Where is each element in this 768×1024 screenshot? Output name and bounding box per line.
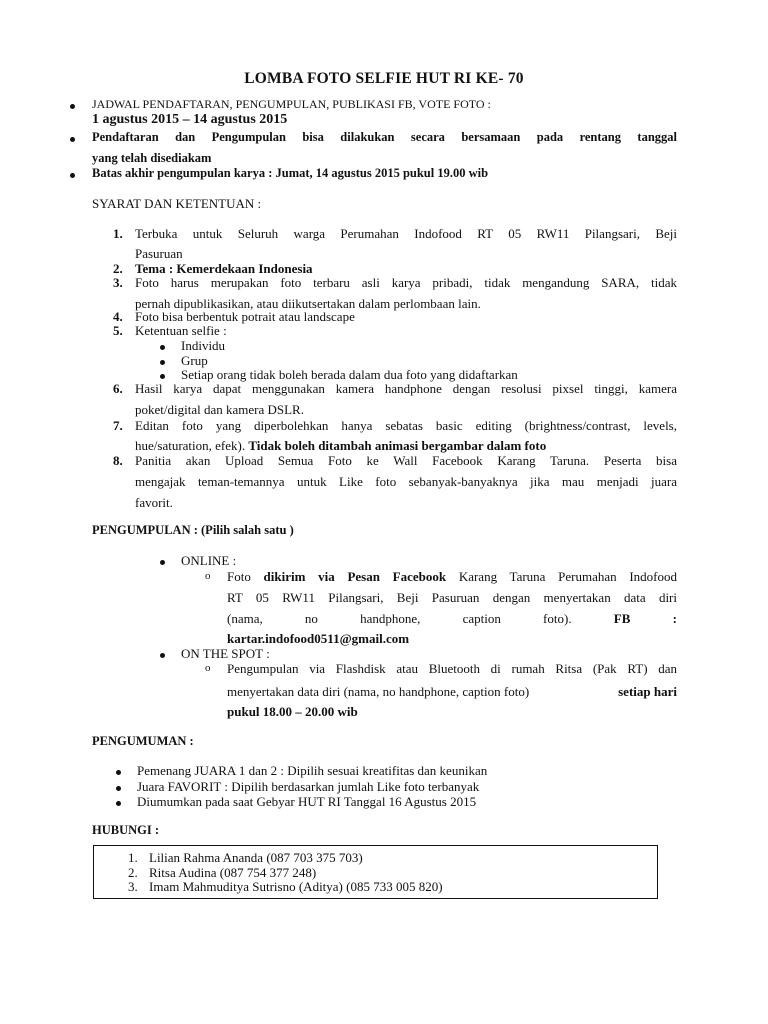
pengumuman-item-1: Pemenang JUARA 1 dan 2 : Dipilih sesuai kreatifitas dan keunikan — [137, 763, 488, 778]
syarat-item-1-line-1: Terbuka untuk Seluruh warga Perumahan Indofood RT 05 RW11 Pilangsari, Beji — [135, 226, 677, 241]
online-line-3 — [227, 611, 677, 627]
syarat-item-5: Ketentuan selfie : — [135, 323, 227, 338]
list-number: 1. — [113, 226, 123, 241]
syarat-item-8-line-2: mengajak teman-temannya untuk Like foto sebanyak-banyaknya jika mau menjadi juara — [135, 474, 677, 489]
on-the-spot-label: ON THE SPOT : — [181, 646, 270, 661]
facebook-email: kartar.indofood0511@gmail.com — [227, 631, 410, 646]
contact-item: Ritsa Audina (087 754 377 248) — [149, 865, 317, 880]
spot-line-2-bold: setiap hari — [618, 684, 677, 699]
spot-line-1: Pengumpulan via Flashdisk atau Bluetooth di rumah Ritsa (Pak RT) dan — [227, 661, 677, 676]
online-word: foto). — [543, 611, 572, 626]
online-word: handphone, — [360, 611, 421, 626]
bullet-dot — [70, 104, 75, 109]
bullet-dot — [160, 560, 165, 565]
pendaftaran-line-2: yang telah disediakam — [92, 151, 212, 165]
list-number: 3. — [113, 275, 123, 290]
syarat-item-6-line-2: poket/digital dan kamera DSLR. — [135, 402, 304, 417]
syarat-item-8-line-1: Panitia akan Upload Semua Foto ke Wall Facebook Karang Taruna. Peserta bisa — [135, 453, 677, 468]
spot-line-3: pukul 18.00 – 20.00 wib — [227, 704, 358, 719]
online-word: FB — [613, 611, 631, 626]
jadwal-dates: 1 agustus 2015 – 14 agustus 2015 — [92, 112, 288, 127]
list-number: 2. — [113, 261, 123, 276]
syarat-item-7-line-2 — [135, 438, 546, 454]
selfie-option-individu: Individu — [181, 338, 226, 353]
syarat-item-8-line-3: favorit. — [135, 495, 173, 510]
contact-number: 2. — [128, 865, 138, 880]
selfie-option-rule: Setiap orang tidak boleh berada dalam dua foto yang didaftarkan — [181, 367, 518, 382]
circle-bullet: o — [205, 662, 211, 674]
syarat-item-3-line-1: Foto harus merupakan foto terbaru asli karya pribadi, tidak mengandung SARA, tidak — [135, 275, 677, 290]
list-number: 4. — [113, 309, 123, 324]
online-label: ONLINE : — [181, 553, 237, 568]
hubungi-heading: HUBUNGI : — [92, 823, 160, 837]
syarat-item-2: Tema : Kemerdekaan Indonesia — [135, 261, 313, 276]
bullet-dot — [160, 374, 165, 379]
list-number: 6. — [113, 381, 123, 396]
bullet-dot — [160, 653, 165, 658]
spot-line-2 — [227, 684, 677, 700]
online-pre: Foto — [227, 569, 251, 584]
online-post: Karang Taruna Perumahan Indofood — [458, 569, 677, 584]
jadwal-label: JADWAL PENDAFTARAN, PENGUMPULAN, PUBLIKASI FB, VOTE FOTO : — [92, 97, 491, 111]
pengumuman-heading: PENGUMUMAN : — [92, 734, 194, 748]
online-word: no — [304, 611, 318, 626]
syarat-item-6-line-1: Hasil karya dapat menggunakan kamera handphone dengan resolusi pixsel tinggi, kamera — [135, 381, 677, 396]
pendaftaran-line-1: Pendaftaran dan Pengumpulan bisa dilakukan secara bersamaan pada rentang tanggal — [92, 130, 677, 144]
online-word: : — [672, 611, 677, 626]
pengumpulan-heading: PENGUMPULAN : (Pilih salah satu ) — [92, 523, 294, 537]
circle-bullet: o — [205, 570, 211, 582]
list-number: 5. — [113, 323, 123, 338]
syarat-item-3-line-2: pernah dipublikasikan, atau diikutsertakan dalam perlombaan lain. — [135, 296, 481, 311]
contact-number: 1. — [128, 850, 138, 865]
syarat-item-1-line-2: Pasuruan — [135, 246, 183, 261]
pengumuman-item-3: Diumumkan pada saat Gebyar HUT RI Tanggal 16 Agustus 2015 — [137, 794, 477, 809]
syarat-item-4: Foto bisa berbentuk potrait atau landscape — [135, 309, 355, 324]
syarat-item-7-line-1: Editan foto yang diperbolehkan hanya sebatas basic editing (brightness/contrast, levels, — [135, 418, 677, 433]
bullet-dot — [116, 786, 121, 791]
syarat-item-7-bold: Tidak boleh ditambah animasi bergambar dalam foto — [248, 438, 547, 453]
bullet-dot — [116, 801, 121, 806]
contact-number: 3. — [128, 879, 138, 894]
bullet-dot — [70, 137, 75, 142]
online-line-2: RT 05 RW11 Pilangsari, Beji Pasuruan dengan menyertakan data diri — [227, 590, 677, 605]
online-line-1 — [227, 569, 677, 585]
list-number: 7. — [113, 418, 123, 433]
contact-item: Imam Mahmuditya Sutrisno (Aditya) (085 733 005 820) — [149, 879, 443, 894]
document-title: LOMBA FOTO SELFIE HUT RI KE- 70 — [244, 70, 524, 87]
online-word: (nama, — [227, 611, 263, 626]
pengumuman-item-2: Juara FAVORIT : Dipilih berdasarkan jumlah Like foto terbanyak — [137, 779, 480, 794]
online-bold: dikirim via Pesan Facebook — [263, 569, 447, 584]
syarat-item-7-normal: hue/saturation, efek). — [135, 438, 246, 453]
bullet-dot — [160, 360, 165, 365]
contact-item: Lilian Rahma Ananda (087 703 375 703) — [149, 850, 363, 865]
spot-line-2-normal: menyertakan data diri (nama, no handphone, caption foto) — [227, 684, 530, 699]
bullet-dot — [70, 173, 75, 178]
syarat-heading: SYARAT DAN KETENTUAN : — [92, 196, 262, 211]
online-word: caption — [462, 611, 501, 626]
bullet-dot — [116, 770, 121, 775]
list-number: 8. — [113, 453, 123, 468]
bullet-dot — [160, 345, 165, 350]
batas-akhir: Batas akhir pengumpulan karya : Jumat, 14 agustus 2015 pukul 19.00 wib — [92, 166, 489, 180]
selfie-option-grup: Grup — [181, 353, 208, 368]
